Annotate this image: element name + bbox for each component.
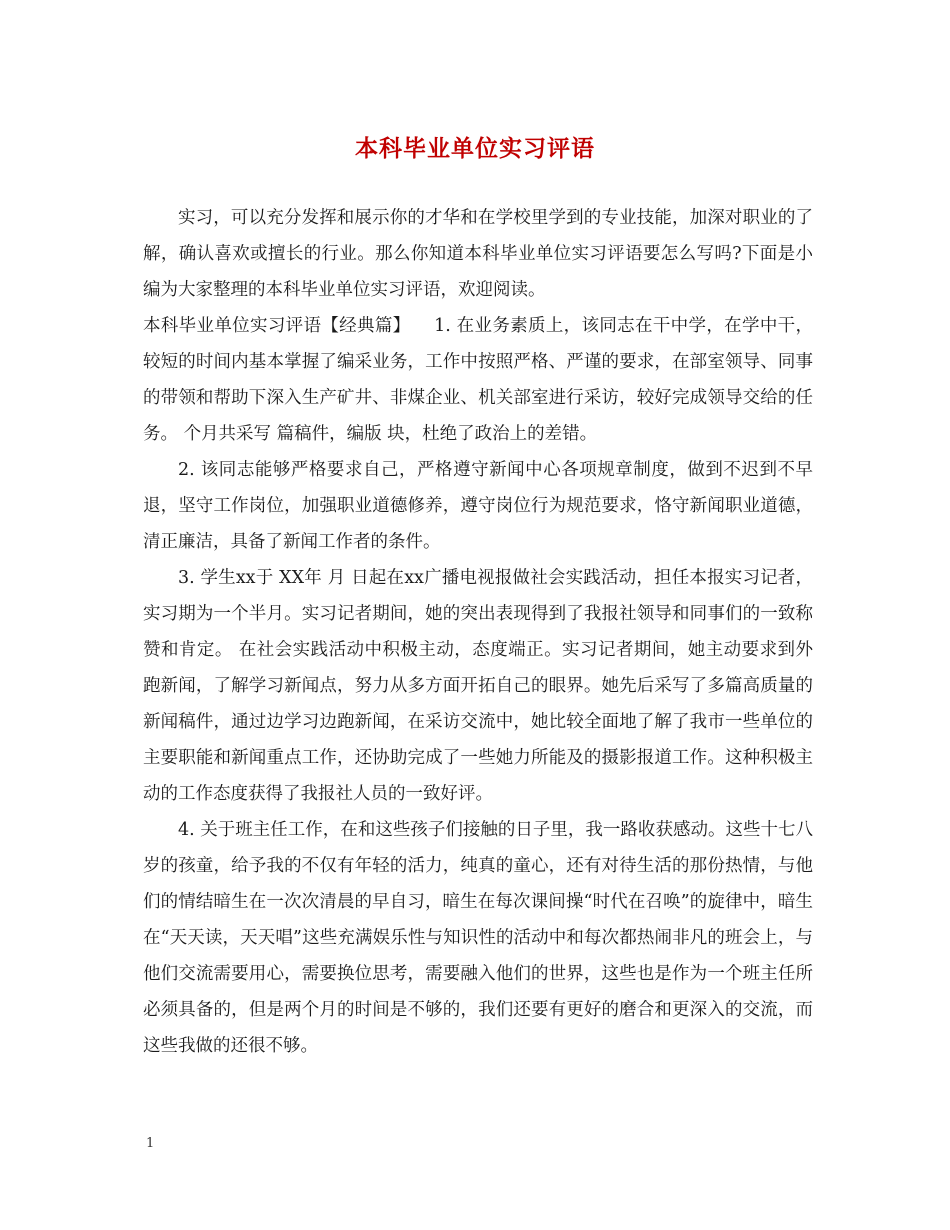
document-body bbox=[143, 200, 813, 1064]
paragraph-item-3: 3. 学生xx于 XX年 月 日起在xx广播电视报做社会实践活动，担任本报实习记者，实习期为一个半月。实习记者期间，她的突出表现得到了我报社领导和同事们的一致称赞和肯定。 在社会实践活动中积极主动，态度端正。实习记者期间，她主动要求到外跑新闻，了解学习新闻点，努力从多方面开拓自己的眼界。她先后采写了多篇高质量的新闻稿件，通过边学习边跑新闻，在采访交流中，她比较全面地了解了我市一些单位的主要职能和新闻重点工作，还协助完成了一些她力所能及的摄影报道工作。这种积极主动的工作态度获得了我报社人员的一致好评。 bbox=[143, 568, 813, 804]
intro-paragraph: 实习，可以充分发挥和展示你的才华和在学校里学到的专业技能，加深对职业的了解，确认喜欢或擅长的行业。那么你知道本科毕业单位实习评语要怎么写吗?下面是小编为大家整理的本科毕业单位实习评语，欢迎阅读。 bbox=[143, 208, 813, 300]
document-title: 本科毕业单位实习评语 bbox=[355, 135, 595, 162]
paragraph-item-2: 2. 该同志能够严格要求自己，严格遵守新闻中心各项规章制度，做到不迟到不早退，坚守工作岗位，加强职业道德修养，遵守岗位行为规范要求，恪守新闻职业道德，清正廉洁，具备了新闻工作者的条件。 bbox=[143, 460, 813, 552]
page-number: 1 bbox=[146, 1136, 155, 1151]
paragraph-item-4: 4. 关于班主任工作，在和这些孩子们接触的日子里，我一路收获感动。这些十七八岁的孩童，给予我的不仅有年轻的活力，纯真的童心，还有对待生活的那份热情，与他们的情结暗生在一次次清晨的早自习，暗生在每次课间操“时代在召唤”的旋律中，暗生在“天天读，天天唱”这些充满娱乐性与知识性的活动中和每次都热闹非凡的班会上，与他们交流需要用心，需要换位思考，需要融入他们的世界，这些也是作为一个班主任所必须具备的，但是两个月的时间是不够的，我们还要有更好的磨合和更深入的交流，而这些我做的还很不够。 bbox=[143, 820, 813, 1056]
paragraph-item-1: 本科毕业单位实习评语【经典篇】 1. 在业务素质上，该同志在干中学，在学中干，较短的时间内基本掌握了编采业务，工作中按照严格、严谨的要求，在部室领导、同事的带领和帮助下深入生产矿井、非煤企业、机关部室进行采访，较好完成领导交给的任务。 个月共采写 篇稿件，编版 块，杜绝了政治上的差错。 bbox=[143, 316, 813, 444]
